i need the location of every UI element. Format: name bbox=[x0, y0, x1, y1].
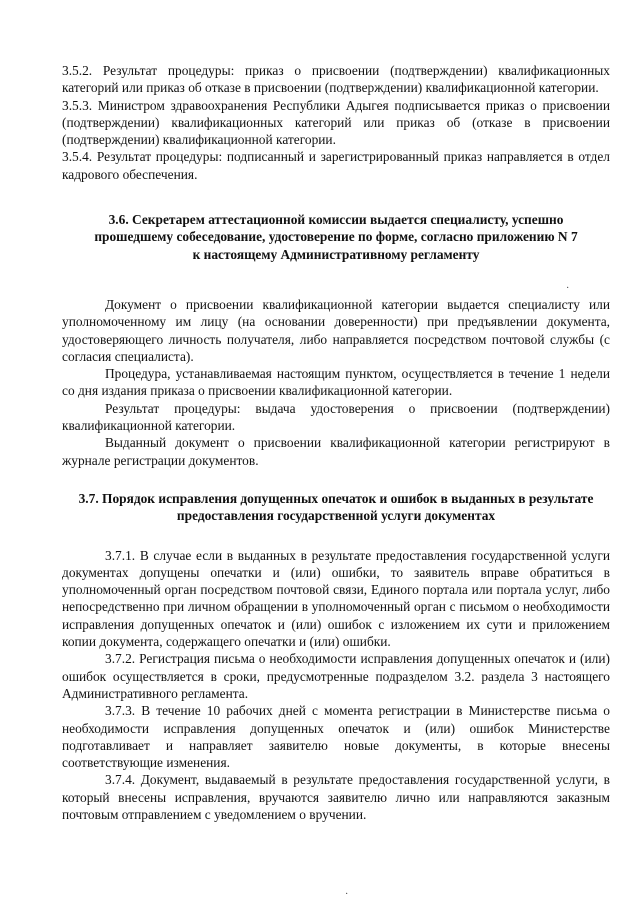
paragraph-3-5-3: 3.5.3. Министром здравоохранения Республики Адыгея подписывается приказ о присвоении (подтверждении) квалификационных категорий или приказ об (отказе в присвоении (подтверждении) квалификационной категории. bbox=[62, 97, 610, 148]
scan-speck: · bbox=[566, 283, 570, 294]
section-3-6-paragraph-3: Результат процедуры: выдача удостоверения о присвоении (подтверждении) квалификационной категории. bbox=[62, 400, 610, 434]
section-3-6-paragraph-1: Документ о присвоении квалификационной категории выдается специалисту или уполномоченному им лицу (на основании доверенности) при предъявлении документа, удостоверяющего личность получателя, либо направляется посредством почтовой службы (с согласия специалиста). bbox=[62, 296, 610, 364]
document-page bbox=[62, 62, 610, 823]
section-3-6-heading: 3.6. Секретарем аттестационной комиссии выдается специалисту, успешно прошедшему собеседование, удостоверение по форме, согласно приложению N 7 к настоящему Административному регламенту bbox=[94, 212, 578, 262]
paragraph-3-7-3: 3.7.3. В течение 10 рабочих дней с момента регистрации в Министерстве письма о необходимости исправления допущенных опечаток и (или) ошибок Министерстве подготавливает и направляет заявителю новые документы, в которые внесены соответствующие изменения. bbox=[62, 703, 610, 771]
scan-speck: · bbox=[345, 889, 349, 900]
section-3-6-paragraph-4: Выданный документ о присвоении квалификационной категории регистрируют в журнале регистрации документов. bbox=[62, 435, 610, 468]
section-3-7-heading: 3.7. Порядок исправления допущенных опечаток и ошибок в выданных в результате предоставления государственной услуги документах bbox=[78, 490, 594, 524]
paragraph-3-5-4: 3.5.4. Результат процедуры: подписанный и зарегистрированный приказ направляется в отдел кадрового обеспечения. bbox=[62, 149, 610, 182]
paragraph-3-7-1: 3.7.1. В случае если в выданных в результате предоставления государственной услуги документах допущены опечатки и (или) ошибки, то заявитель вправе обратиться в уполномоченный орган посредством почтовой связи, Единого портала или портала услуг, либо непосредственно при личном обращении в уполномоченный орган с письмом о необходимости исправления допущенных опечаток и (или) ошибок с изложением их сути и приложением копии документа, содержащего опечатки и (или) ошибки. bbox=[62, 547, 610, 650]
section-3-6-paragraph-2: Процедура, устанавливаемая настоящим пунктом, осуществляется в течение 1 недели со дня издания приказа о присвоении квалификационной категории. bbox=[62, 366, 610, 399]
paragraph-3-7-4: 3.7.4. Документ, выдаваемый в результате предоставления государственной услуги, в который внесены исправления, вручаются заявителю лично или направляются заказным почтовым отправлением с уведомлением о вручении. bbox=[62, 772, 610, 822]
paragraph-3-5-2: 3.5.2. Результат процедуры: приказ о присвоении (подтверждении) квалификационных категорий или приказ об отказе в присвоении (подтверждении) квалификационной категории. bbox=[62, 63, 610, 96]
paragraph-3-7-2: 3.7.2. Регистрация письма о необходимости исправления допущенных опечаток и (или) ошибок осуществляется в сроки, предусмотренные подразделом 3.2. раздела 3 настоящего Административного регламента. bbox=[62, 651, 610, 701]
